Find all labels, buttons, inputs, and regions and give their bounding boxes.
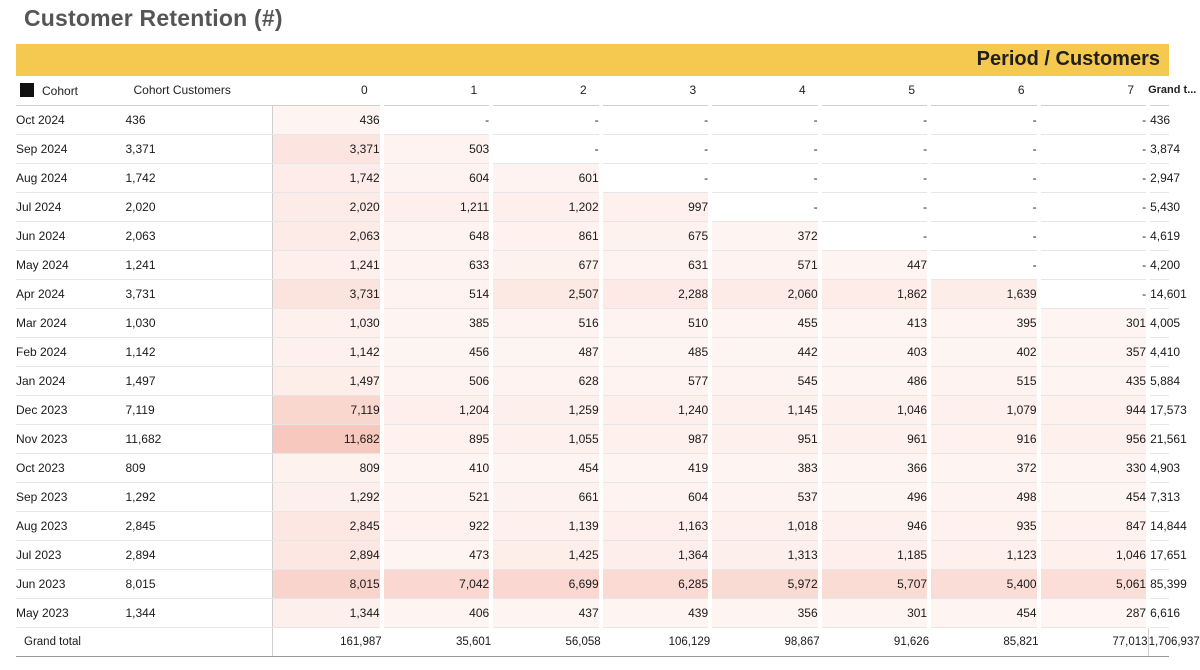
table-row (16, 482, 1169, 511)
cohort-customers-cell: 3,371 (125, 134, 272, 163)
grand-total-period-6: 85,821 (929, 627, 1038, 656)
retention-cell: 571 (710, 250, 819, 279)
row-total-cell: 4,410 (1148, 337, 1169, 366)
row-total-cell: 4,005 (1148, 308, 1169, 337)
row-total-cell: 14,601 (1148, 279, 1169, 308)
retention-cell: 1,425 (491, 540, 600, 569)
retention-cell: 1,046 (820, 395, 929, 424)
row-total-cell: 436 (1148, 105, 1169, 134)
retention-cell: 604 (601, 482, 710, 511)
retention-cell: 1,163 (601, 511, 710, 540)
retention-cell: 357 (1039, 337, 1148, 366)
table-row (16, 337, 1169, 366)
row-total-cell: 7,313 (1148, 482, 1169, 511)
retention-cell: 506 (382, 366, 491, 395)
retention-cell: 661 (491, 482, 600, 511)
table-row (16, 366, 1169, 395)
period-customers-banner (16, 44, 1169, 76)
retention-cell: 847 (1039, 511, 1148, 540)
row-total-cell: 5,884 (1148, 366, 1169, 395)
retention-cell: 287 (1039, 598, 1148, 627)
grand-total-period-2: 56,058 (491, 627, 600, 656)
cohort-cell: Jan 2024 (16, 366, 125, 395)
retention-cell: 356 (710, 598, 819, 627)
retention-cell: 861 (491, 221, 600, 250)
cohort-customers-cell: 2,063 (125, 221, 272, 250)
retention-cell: 439 (601, 598, 710, 627)
retention-cell: - (929, 163, 1038, 192)
row-total-cell: 21,561 (1148, 424, 1169, 453)
retention-cell: 485 (601, 337, 710, 366)
period-header-1[interactable]: 1 (382, 76, 491, 105)
period-header-2[interactable]: 2 (491, 76, 600, 105)
retention-cell: 516 (491, 308, 600, 337)
retention-cell: 1,204 (382, 395, 491, 424)
cohort-customers-cell: 3,731 (125, 279, 272, 308)
cohort-cell: May 2023 (16, 598, 125, 627)
retention-cell: 1,145 (710, 395, 819, 424)
retention-cell: 601 (491, 163, 600, 192)
retention-cell: - (1039, 134, 1148, 163)
retention-cell: 473 (382, 540, 491, 569)
retention-cell: - (820, 221, 929, 250)
retention-cell: - (710, 192, 819, 221)
retention-cell: 631 (601, 250, 710, 279)
retention-cell: 987 (601, 424, 710, 453)
table-row (16, 163, 1169, 192)
cohort-cell: Aug 2024 (16, 163, 125, 192)
retention-cell: 633 (382, 250, 491, 279)
retention-cell: 1,185 (820, 540, 929, 569)
retention-cell: - (601, 163, 710, 192)
retention-cell: 486 (820, 366, 929, 395)
cohort-customers-cell: 1,497 (125, 366, 272, 395)
table-row (16, 279, 1169, 308)
cohort-cell: Nov 2023 (16, 424, 125, 453)
cohort-cell: Jul 2023 (16, 540, 125, 569)
retention-cell: - (710, 105, 819, 134)
retention-cell: 1,240 (601, 395, 710, 424)
period-header-6[interactable]: 6 (929, 76, 1038, 105)
retention-cell: 6,699 (491, 569, 600, 598)
retention-cell: 1,364 (601, 540, 710, 569)
retention-cell: 1,344 (272, 598, 381, 627)
table-row (16, 540, 1169, 569)
cohort-customers-cell: 809 (125, 453, 272, 482)
retention-cell: 537 (710, 482, 819, 511)
retention-cell: 951 (710, 424, 819, 453)
cohort-cell: Dec 2023 (16, 395, 125, 424)
row-total-cell: 4,619 (1148, 221, 1169, 250)
retention-cell: 916 (929, 424, 1038, 453)
cohort-cell: Jul 2024 (16, 192, 125, 221)
row-total-cell: 17,573 (1148, 395, 1169, 424)
table-row (16, 598, 1169, 627)
color-legend-icon (20, 83, 34, 97)
retention-cell: 383 (710, 453, 819, 482)
retention-cell: - (820, 134, 929, 163)
retention-cell: 372 (929, 453, 1038, 482)
retention-cell: 2,894 (272, 540, 381, 569)
retention-cell: 648 (382, 221, 491, 250)
retention-cell: 944 (1039, 395, 1148, 424)
period-header-5[interactable]: 5 (820, 76, 929, 105)
period-header-4[interactable]: 4 (710, 76, 819, 105)
grand-total-period-7: 77,013 (1039, 627, 1148, 656)
retention-cell: 385 (382, 308, 491, 337)
retention-cell: 419 (601, 453, 710, 482)
grand-total-period-1: 35,601 (382, 627, 491, 656)
period-header-3[interactable]: 3 (601, 76, 710, 105)
retention-cell: 455 (710, 308, 819, 337)
retention-cell: - (1039, 250, 1148, 279)
grand-total-period-0: 161,987 (272, 627, 381, 656)
retention-cell: 1,292 (272, 482, 381, 511)
table-row (16, 308, 1169, 337)
cohort-cell: Sep 2024 (16, 134, 125, 163)
cohort-cell: Mar 2024 (16, 308, 125, 337)
cohort-cell: Feb 2024 (16, 337, 125, 366)
retention-cell: - (601, 105, 710, 134)
grand-total-period-3: 106,129 (601, 627, 710, 656)
retention-cell: 1,139 (491, 511, 600, 540)
banner-label: Period / Customers (976, 48, 1160, 70)
table-row (16, 105, 1169, 134)
retention-cell: 961 (820, 424, 929, 453)
retention-cell: 498 (929, 482, 1038, 511)
retention-cell: 2,063 (272, 221, 381, 250)
retention-cell: 946 (820, 511, 929, 540)
retention-cell: 895 (382, 424, 491, 453)
grand-total-label: Grand total (16, 627, 272, 656)
retention-cell: 395 (929, 308, 1038, 337)
retention-cell: 1,142 (272, 337, 381, 366)
cohort-customers-cell: 1,241 (125, 250, 272, 279)
retention-cell: - (929, 192, 1038, 221)
retention-cell: 2,507 (491, 279, 600, 308)
retention-cell: 2,020 (272, 192, 381, 221)
retention-cell: - (929, 134, 1038, 163)
retention-cell: 1,018 (710, 511, 819, 540)
retention-cell: 1,030 (272, 308, 381, 337)
retention-cell: 487 (491, 337, 600, 366)
retention-cell: - (1039, 279, 1148, 308)
retention-cell: - (1039, 192, 1148, 221)
retention-cell: 454 (929, 598, 1038, 627)
retention-cell: - (820, 192, 929, 221)
retention-table (16, 76, 1200, 657)
retention-cell: 1,259 (491, 395, 600, 424)
retention-cell: 372 (710, 221, 819, 250)
retention-cell: 2,288 (601, 279, 710, 308)
table-row (16, 569, 1169, 598)
retention-cell: 8,015 (272, 569, 381, 598)
retention-cell: 7,119 (272, 395, 381, 424)
table-row (16, 134, 1169, 163)
cohort-cell: Jun 2024 (16, 221, 125, 250)
retention-cell: 503 (382, 134, 491, 163)
header-row (16, 76, 1169, 105)
grand-total-period-5: 91,626 (820, 627, 929, 656)
row-total-cell: 6,616 (1148, 598, 1169, 627)
retention-cell: 5,707 (820, 569, 929, 598)
cohort-customers-cell: 1,142 (125, 337, 272, 366)
retention-cell: 604 (382, 163, 491, 192)
grand-total-header[interactable]: Grand t... (1148, 76, 1169, 105)
row-total-cell: 2,947 (1148, 163, 1169, 192)
retention-cell: - (382, 105, 491, 134)
retention-cell: 997 (601, 192, 710, 221)
cohort-cell: Oct 2023 (16, 453, 125, 482)
retention-cell: 442 (710, 337, 819, 366)
retention-cell: - (491, 134, 600, 163)
retention-cell: 677 (491, 250, 600, 279)
cohort-cell: Apr 2024 (16, 279, 125, 308)
row-total-cell: 14,844 (1148, 511, 1169, 540)
retention-cell: - (1039, 163, 1148, 192)
retention-cell: 447 (820, 250, 929, 279)
cohort-cell: Sep 2023 (16, 482, 125, 511)
row-total-cell: 4,200 (1148, 250, 1169, 279)
table-row (16, 453, 1169, 482)
report-title: Customer Retention (#) (24, 5, 283, 31)
retention-cell: 1,497 (272, 366, 381, 395)
retention-cell: 7,042 (382, 569, 491, 598)
period-header-7[interactable]: 7 (1039, 76, 1148, 105)
retention-cell: - (601, 134, 710, 163)
retention-cell: 410 (382, 453, 491, 482)
retention-cell: 496 (820, 482, 929, 511)
retention-cell: 510 (601, 308, 710, 337)
retention-cell: 456 (382, 337, 491, 366)
retention-cell: 628 (491, 366, 600, 395)
table-row (16, 221, 1169, 250)
retention-cell: 5,061 (1039, 569, 1148, 598)
table-row (16, 511, 1169, 540)
retention-cell: 2,845 (272, 511, 381, 540)
table-row (16, 192, 1169, 221)
retention-cell: - (710, 163, 819, 192)
grand-total-period-4: 98,867 (710, 627, 819, 656)
table-row (16, 250, 1169, 279)
period-header-0[interactable]: 0 (272, 76, 381, 105)
row-total-cell: 4,903 (1148, 453, 1169, 482)
grand-total-row (16, 627, 1169, 656)
retention-cell: 301 (1039, 308, 1148, 337)
grand-total-overall: 1,706,937 (1148, 627, 1169, 656)
retention-cell: 1,313 (710, 540, 819, 569)
retention-cell: 3,731 (272, 279, 381, 308)
retention-cell: 675 (601, 221, 710, 250)
retention-cell: 454 (491, 453, 600, 482)
row-total-cell: 5,430 (1148, 192, 1169, 221)
retention-cell: 11,682 (272, 424, 381, 453)
retention-cell: 1,202 (491, 192, 600, 221)
retention-cell: 403 (820, 337, 929, 366)
retention-cell: 809 (272, 453, 381, 482)
retention-cell: 413 (820, 308, 929, 337)
row-total-cell: 85,399 (1148, 569, 1169, 598)
retention-cell: 1,123 (929, 540, 1038, 569)
cohort-customers-cell: 2,020 (125, 192, 272, 221)
retention-cell: 545 (710, 366, 819, 395)
retention-cell: 406 (382, 598, 491, 627)
cohort-customers-header[interactable]: Cohort Customers (125, 76, 272, 105)
retention-cell: 1,639 (929, 279, 1038, 308)
cohort-customers-cell: 11,682 (125, 424, 272, 453)
retention-cell: - (820, 105, 929, 134)
retention-cell: - (929, 250, 1038, 279)
retention-cell: 435 (1039, 366, 1148, 395)
retention-cell: 5,400 (929, 569, 1038, 598)
retention-cell: - (820, 163, 929, 192)
retention-cell: 366 (820, 453, 929, 482)
retention-cell: 3,371 (272, 134, 381, 163)
retention-cell: - (710, 134, 819, 163)
retention-cell: 514 (382, 279, 491, 308)
retention-cell: 1,862 (820, 279, 929, 308)
retention-cell: 922 (382, 511, 491, 540)
retention-cell: 402 (929, 337, 1038, 366)
retention-cell: - (1039, 105, 1148, 134)
cohort-cell: May 2024 (16, 250, 125, 279)
retention-cell: 330 (1039, 453, 1148, 482)
cohort-header[interactable]: Cohort (16, 76, 125, 105)
retention-cell: 6,285 (601, 569, 710, 598)
cohort-customers-cell: 1,292 (125, 482, 272, 511)
retention-cell: - (1039, 221, 1148, 250)
retention-cell: - (929, 105, 1038, 134)
cohort-customers-cell: 1,742 (125, 163, 272, 192)
retention-cell: 935 (929, 511, 1038, 540)
table-row (16, 424, 1169, 453)
cohort-customers-cell: 2,894 (125, 540, 272, 569)
retention-cell: - (929, 221, 1038, 250)
retention-cell: 301 (820, 598, 929, 627)
cohort-cell: Jun 2023 (16, 569, 125, 598)
retention-cell: 1,046 (1039, 540, 1148, 569)
cohort-cell: Aug 2023 (16, 511, 125, 540)
retention-cell: 956 (1039, 424, 1148, 453)
cohort-customers-cell: 1,030 (125, 308, 272, 337)
row-total-cell: 3,874 (1148, 134, 1169, 163)
retention-cell: 1,241 (272, 250, 381, 279)
cohort-cell: Oct 2024 (16, 105, 125, 134)
cohort-customers-cell: 2,845 (125, 511, 272, 540)
cohort-customers-cell: 1,344 (125, 598, 272, 627)
retention-cell: 521 (382, 482, 491, 511)
retention-cell: 5,972 (710, 569, 819, 598)
retention-cell: 515 (929, 366, 1038, 395)
retention-cell: 1,211 (382, 192, 491, 221)
retention-cell: 1,055 (491, 424, 600, 453)
retention-cell: - (491, 105, 600, 134)
retention-cell: 454 (1039, 482, 1148, 511)
retention-cell: 2,060 (710, 279, 819, 308)
row-total-cell: 17,651 (1148, 540, 1169, 569)
retention-cell: 1,742 (272, 163, 381, 192)
table-row (16, 395, 1169, 424)
retention-cell: 437 (491, 598, 600, 627)
cohort-customers-cell: 436 (125, 105, 272, 134)
retention-cell: 577 (601, 366, 710, 395)
retention-cell: 436 (272, 105, 381, 134)
cohort-customers-cell: 7,119 (125, 395, 272, 424)
cohort-customers-cell: 8,015 (125, 569, 272, 598)
retention-cell: 1,079 (929, 395, 1038, 424)
